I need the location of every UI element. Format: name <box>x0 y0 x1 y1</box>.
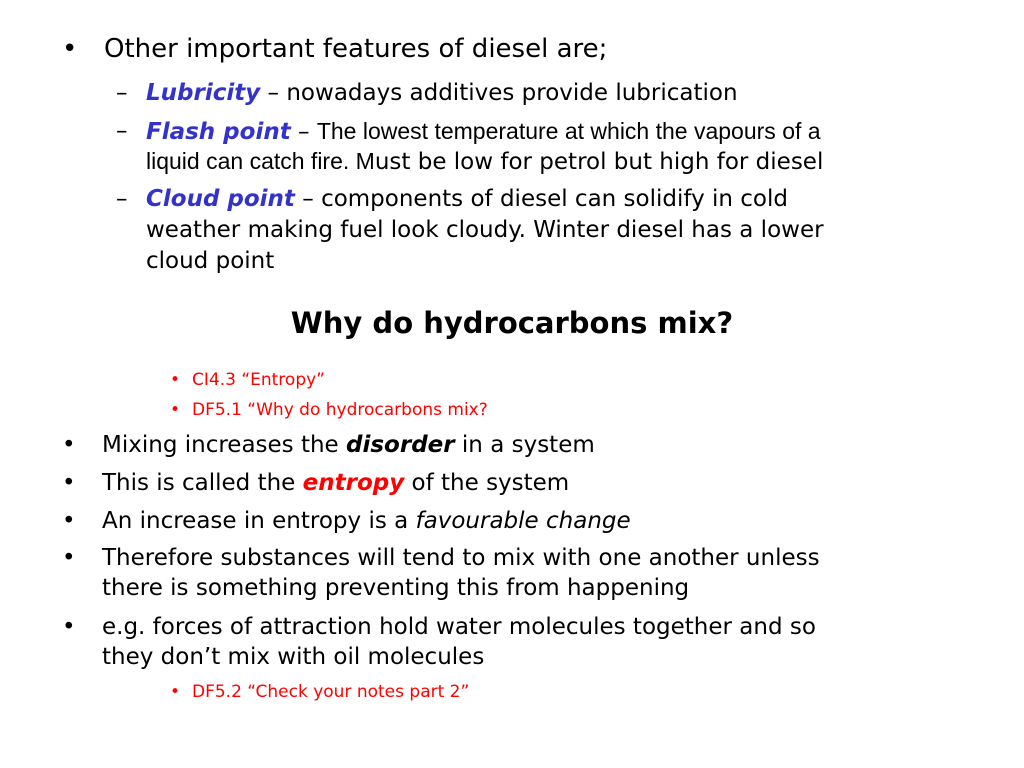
feature-flash-point <box>146 118 821 145</box>
dash-marker: – <box>116 186 128 212</box>
bullet-intro <box>62 34 77 64</box>
point-mix-line2: there is something preventing this from happening <box>102 575 690 601</box>
point-entropy <box>102 470 569 496</box>
flash-point-text: The lowest temperature at which the vapours of a <box>316 118 821 144</box>
lubricity-text: nowadays additives provide lubrication <box>286 80 738 106</box>
flash-point-line2-b: ust be low for petrol but high for diesel <box>374 149 824 175</box>
bullet-marker: • <box>62 470 76 496</box>
flash-point-line2 <box>146 148 823 175</box>
point-favourable <box>102 508 631 534</box>
dash-marker: – <box>116 118 128 144</box>
dash: – <box>290 119 317 145</box>
point-text: This is called the <box>102 470 303 496</box>
point-text: in a system <box>454 432 595 458</box>
dash: – <box>260 80 287 106</box>
bullet-marker: • <box>62 432 76 458</box>
ref-df52: DF5.2 “Check your notes part 2” <box>192 682 470 702</box>
ref-bullet: • <box>170 682 181 702</box>
flash-point-line2-a: liquid can catch fire. M <box>146 148 375 174</box>
bullet-marker: • <box>62 614 76 640</box>
term-entropy: entropy <box>302 470 405 496</box>
point-mix-line1: Therefore substances will tend to mix with one another unless <box>102 545 820 571</box>
cloud-point-text: components of diesel can solidify in cold <box>321 186 788 212</box>
feature-cloud-point <box>146 186 788 212</box>
intro-text: Other important features of diesel are; <box>104 34 608 64</box>
feature-lubricity <box>146 80 738 106</box>
ref-ci43: CI4.3 “Entropy” <box>192 370 325 390</box>
term-disorder: disorder <box>346 432 455 458</box>
term-cloud-point: Cloud point <box>146 186 295 212</box>
ref-df51: DF5.1 “Why do hydrocarbons mix? <box>192 400 488 420</box>
dash: – <box>294 186 322 212</box>
cloud-point-line2: weather making fuel look cloudy. Winter diesel has a lower <box>146 217 824 243</box>
term-lubricity: Lubricity <box>146 80 261 106</box>
point-text: Mixing increases the <box>102 432 347 458</box>
section-heading: Why do hydrocarbons mix? <box>290 306 734 340</box>
point-text: of the system <box>404 470 570 496</box>
point-example-line1: e.g. forces of attraction hold water molecules together and so <box>102 614 816 640</box>
bullet-marker: • <box>62 545 76 571</box>
cloud-point-line3: cloud point <box>146 248 275 274</box>
point-example-line2: they don’t mix with oil molecules <box>102 644 485 670</box>
ref-bullet: • <box>170 370 181 390</box>
term-flash-point: Flash point <box>146 119 291 145</box>
ref-bullet: • <box>170 400 181 420</box>
bullet-marker: • <box>62 508 76 534</box>
point-text: An increase in entropy is a <box>102 508 416 534</box>
bullet-marker: • <box>62 34 78 64</box>
dash-marker: – <box>116 80 128 106</box>
point-disorder <box>102 432 595 458</box>
term-favourable-change: favourable change <box>415 508 631 534</box>
